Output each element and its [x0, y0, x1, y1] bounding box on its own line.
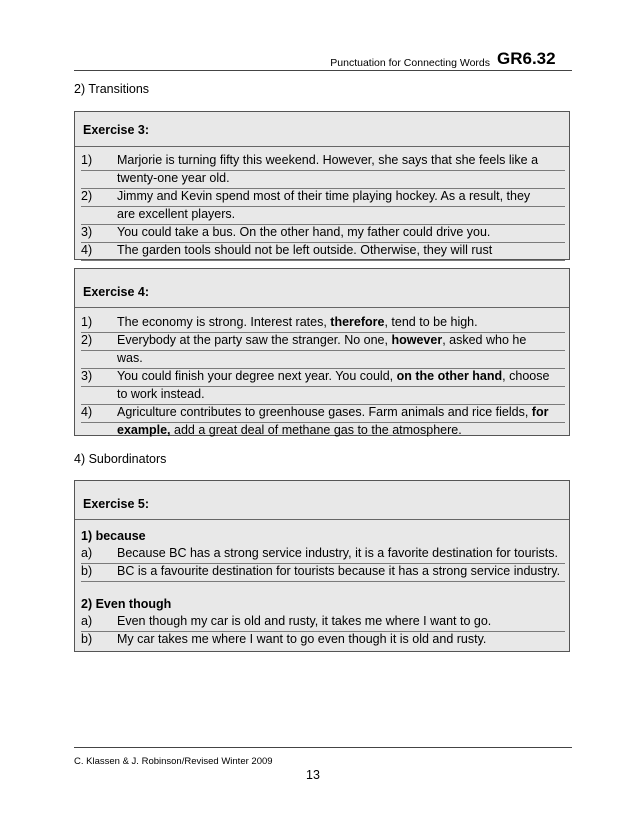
section-heading-subordinators: 4) Subordinators — [74, 452, 167, 466]
exercise-item — [81, 188, 565, 207]
item-number: 1) — [81, 315, 93, 329]
connector-word: on the other hand — [396, 369, 503, 383]
item-text: are excellent players. — [117, 207, 236, 221]
exercise-title: Exercise 3: — [83, 123, 150, 137]
exercise-item — [81, 631, 565, 649]
item-number: 4) — [81, 243, 93, 257]
item-text: Agriculture contributes to greenhouse gases. Farm animals and rice fields, for — [117, 405, 549, 419]
item-text: My car takes me where I want to go even though it is old and rusty. — [117, 632, 487, 646]
item-text: The economy is strong. Interest rates, therefore, tend to be high. — [117, 315, 478, 329]
item-number: 3) — [81, 369, 93, 383]
item-text: The garden tools should not be left outside. Otherwise, they will rust — [117, 243, 493, 257]
item-text: example, add a great deal of methane gas to the atmosphere. — [117, 423, 462, 437]
item-text: Jimmy and Kevin spend most of their time playing hockey. As a result, they — [117, 189, 531, 203]
item-number: 2) — [81, 189, 93, 203]
item-number: 2) — [81, 333, 93, 347]
exercise-4-box — [74, 268, 570, 436]
exercise-item — [81, 314, 565, 333]
item-number: 1) — [81, 153, 93, 167]
page-number: 13 — [306, 768, 320, 782]
exercise-item-continuation — [81, 350, 565, 369]
item-letter: a) — [81, 546, 93, 560]
exercise-item — [81, 332, 565, 351]
divider — [75, 146, 569, 147]
running-header-title: Punctuation for Connecting Words — [330, 57, 490, 69]
divider — [75, 519, 569, 520]
exercise-title: Exercise 5: — [83, 497, 150, 511]
item-text: Because BC has a strong service industry, it is a favorite destination for tourists. — [117, 546, 558, 560]
item-text: to work instead. — [117, 387, 205, 401]
subordinator-heading: 1) because — [81, 529, 146, 543]
item-letter: a) — [81, 614, 93, 628]
exercise-item-continuation — [81, 170, 565, 189]
exercise-item — [81, 242, 565, 261]
exercise-item — [81, 545, 565, 564]
connector-word: therefore — [330, 315, 385, 329]
connector-word: however — [391, 333, 443, 347]
item-letter: b) — [81, 564, 93, 578]
exercise-title: Exercise 4: — [83, 285, 150, 299]
item-letter: b) — [81, 632, 93, 646]
exercise-item — [81, 224, 565, 243]
item-number: 4) — [81, 405, 93, 419]
connector-word: example, — [117, 423, 171, 437]
exercise-item — [81, 563, 565, 582]
subordinator-heading: 2) Even though — [81, 597, 172, 611]
exercise-item — [81, 404, 565, 423]
item-text: You could take a bus. On the other hand, my father could drive you. — [117, 225, 491, 239]
footer-rule — [74, 747, 572, 748]
exercise-item-continuation — [81, 206, 565, 225]
item-number: 3) — [81, 225, 93, 239]
item-text: Marjorie is turning fifty this weekend. However, she says that she feels like a — [117, 153, 539, 167]
header-rule — [74, 70, 572, 71]
footer-credit: C. Klassen & J. Robinson/Revised Winter 2009 — [74, 756, 273, 767]
item-text: Even though my car is old and rusty, it takes me where I want to go. — [117, 614, 492, 628]
section-heading-transitions: 2) Transitions — [74, 82, 150, 96]
exercise-5-box — [74, 480, 570, 652]
item-text: Everybody at the party saw the stranger. No one, however, asked who he — [117, 333, 527, 347]
item-text: BC is a favourite destination for tourists because it has a strong service industry. — [117, 564, 561, 578]
exercise-item-continuation — [81, 386, 565, 405]
exercise-item — [81, 368, 565, 387]
exercise-item — [81, 613, 565, 632]
item-text: twenty-one year old. — [117, 171, 230, 185]
item-text: was. — [117, 351, 143, 365]
item-text: You could finish your degree next year. You could, on the other hand, choose — [117, 369, 550, 383]
divider — [75, 307, 569, 308]
running-header-code: GR6.32 — [497, 49, 556, 68]
exercise-item-continuation — [81, 422, 565, 440]
exercise-item — [81, 152, 565, 171]
exercise-3-box — [74, 111, 570, 260]
connector-word: for — [531, 405, 549, 419]
